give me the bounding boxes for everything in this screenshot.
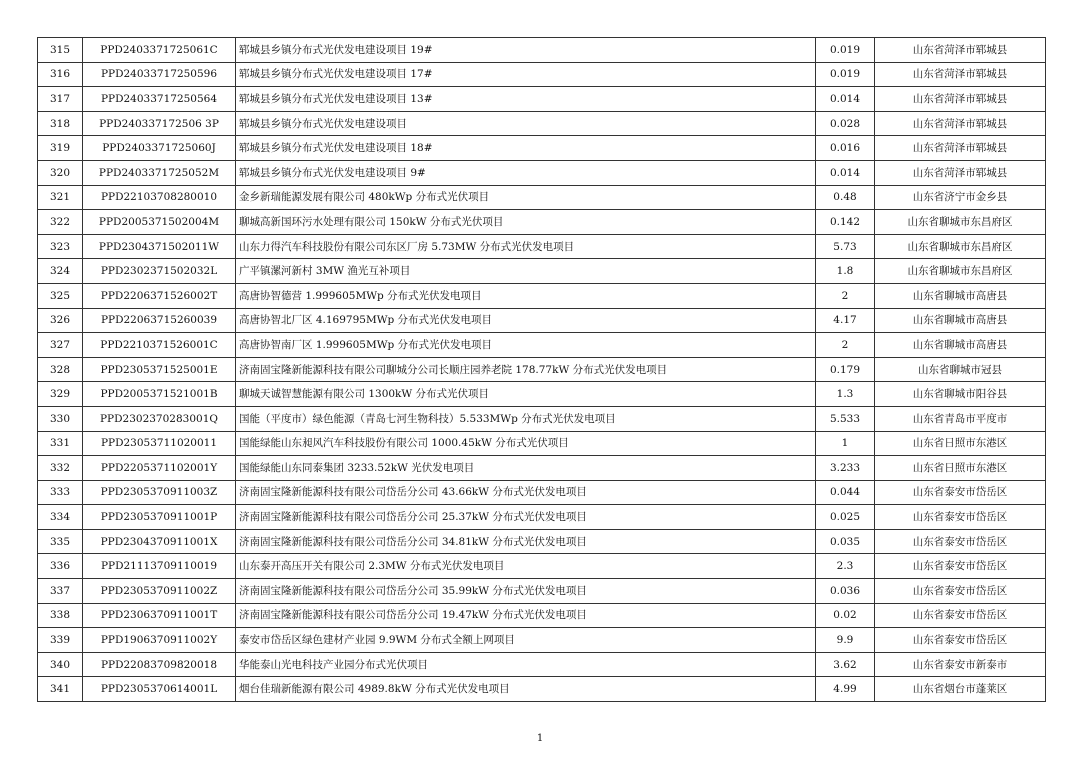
row-number: 324 <box>38 259 83 284</box>
location: 山东省泰安市岱岳区 <box>875 505 1046 530</box>
project-code: PPD2302371502032L <box>83 259 236 284</box>
location: 山东省泰安市新泰市 <box>875 652 1046 677</box>
project-code: PPD2306370911001T <box>83 603 236 628</box>
location: 山东省聊城市东昌府区 <box>875 210 1046 235</box>
project-name: 山东泰开高压开关有限公司 2.3MW 分布式光伏发电项目 <box>236 554 816 579</box>
project-code: PPD2005371521001B <box>83 382 236 407</box>
project-code: PPD1906370911002Y <box>83 628 236 653</box>
capacity: 0.02 <box>816 603 875 628</box>
location: 山东省聊城市高唐县 <box>875 308 1046 333</box>
location: 山东省泰安市岱岳区 <box>875 579 1046 604</box>
table-row <box>38 185 1046 210</box>
row-number: 333 <box>38 480 83 505</box>
table-row <box>38 136 1046 161</box>
table-row <box>38 160 1046 185</box>
page-number: 1 <box>536 733 544 744</box>
capacity: 0.016 <box>816 136 875 161</box>
project-code: PPD2305370614001L <box>83 677 236 702</box>
row-number: 332 <box>38 456 83 481</box>
capacity: 2.3 <box>816 554 875 579</box>
location: 山东省泰安市岱岳区 <box>875 480 1046 505</box>
location: 山东省泰安市岱岳区 <box>875 628 1046 653</box>
location: 山东省聊城市冠县 <box>875 357 1046 382</box>
capacity: 0.014 <box>816 160 875 185</box>
project-code: PPD2005371502004M <box>83 210 236 235</box>
capacity: 0.035 <box>816 529 875 554</box>
location: 山东省青岛市平度市 <box>875 406 1046 431</box>
capacity: 4.17 <box>816 308 875 333</box>
location: 山东省泰安市岱岳区 <box>875 603 1046 628</box>
capacity: 1.3 <box>816 382 875 407</box>
row-number: 315 <box>38 38 83 63</box>
row-number: 326 <box>38 308 83 333</box>
row-number: 337 <box>38 579 83 604</box>
project-code: PPD24033717250596 <box>83 62 236 87</box>
capacity: 0.028 <box>816 111 875 136</box>
project-name: 郓城县乡镇分布式光伏发电建设项目 17# <box>236 62 816 87</box>
project-name: 济南固宝隆新能源科技有限公司岱岳分公司 19.47kW 分布式光伏发电项目 <box>236 603 816 628</box>
project-name: 聊城高新国环污水处理有限公司 150kW 分布式光伏项目 <box>236 210 816 235</box>
location: 山东省菏泽市郓城县 <box>875 38 1046 63</box>
row-number: 341 <box>38 677 83 702</box>
project-code: PPD2305371525001E <box>83 357 236 382</box>
project-code: PPD2403371725060J <box>83 136 236 161</box>
project-code: PPD21113709110019 <box>83 554 236 579</box>
capacity: 3.62 <box>816 652 875 677</box>
location: 山东省聊城市东昌府区 <box>875 234 1046 259</box>
project-name: 高唐协智北厂区 4.169795MWp 分布式光伏发电项目 <box>236 308 816 333</box>
row-number: 323 <box>38 234 83 259</box>
capacity: 2 <box>816 333 875 358</box>
location: 山东省菏泽市郓城县 <box>875 62 1046 87</box>
location: 山东省聊城市阳谷县 <box>875 382 1046 407</box>
project-name: 济南固宝隆新能源科技有限公司岱岳分公司 35.99kW 分布式光伏发电项目 <box>236 579 816 604</box>
project-code: PPD22103708280010 <box>83 185 236 210</box>
row-number: 338 <box>38 603 83 628</box>
project-code: PPD2403371725061C <box>83 38 236 63</box>
table-row <box>38 554 1046 579</box>
project-name: 济南固宝隆新能源科技有限公司岱岳分公司 43.66kW 分布式光伏发电项目 <box>236 480 816 505</box>
capacity: 0.142 <box>816 210 875 235</box>
capacity: 5.533 <box>816 406 875 431</box>
capacity: 0.044 <box>816 480 875 505</box>
table-row <box>38 111 1046 136</box>
table-row <box>38 505 1046 530</box>
project-code: PPD23053711020011 <box>83 431 236 456</box>
capacity: 9.9 <box>816 628 875 653</box>
project-name: 高唐协智德营 1.999605MWp 分布式光伏发电项目 <box>236 283 816 308</box>
capacity: 1.8 <box>816 259 875 284</box>
row-number: 318 <box>38 111 83 136</box>
location: 山东省泰安市岱岳区 <box>875 554 1046 579</box>
project-code: PPD24033717250564 <box>83 87 236 112</box>
capacity: 0.019 <box>816 62 875 87</box>
project-name: 国能（平度市）绿色能源（青岛七河生物科技）5.533MWp 分布式光伏发电项目 <box>236 406 816 431</box>
location: 山东省日照市东港区 <box>875 431 1046 456</box>
table-row <box>38 603 1046 628</box>
table-row <box>38 38 1046 63</box>
project-code: PPD2210371526001C <box>83 333 236 358</box>
location: 山东省日照市东港区 <box>875 456 1046 481</box>
table-row <box>38 652 1046 677</box>
location: 山东省菏泽市郓城县 <box>875 136 1046 161</box>
row-number: 331 <box>38 431 83 456</box>
table-row <box>38 529 1046 554</box>
capacity: 5.73 <box>816 234 875 259</box>
project-table <box>37 37 1046 702</box>
project-name: 国能绿能山东同泰集团 3233.52kW 光伏发电项目 <box>236 456 816 481</box>
table-row <box>38 357 1046 382</box>
row-number: 327 <box>38 333 83 358</box>
row-number: 334 <box>38 505 83 530</box>
project-name: 济南固宝隆新能源科技有限公司岱岳分公司 34.81kW 分布式光伏发电项目 <box>236 529 816 554</box>
capacity: 3.233 <box>816 456 875 481</box>
row-number: 330 <box>38 406 83 431</box>
table-row <box>38 628 1046 653</box>
table-row <box>38 87 1046 112</box>
row-number: 320 <box>38 160 83 185</box>
table-row <box>38 283 1046 308</box>
project-name: 郓城县乡镇分布式光伏发电建设项目 13# <box>236 87 816 112</box>
project-code: PPD2305370911003Z <box>83 480 236 505</box>
project-code: PPD2304370911001X <box>83 529 236 554</box>
row-number: 317 <box>38 87 83 112</box>
project-code: PPD2304371502011W <box>83 234 236 259</box>
project-name: 山东力得汽车科技股份有限公司东区厂房 5.73MW 分布式光伏发电项目 <box>236 234 816 259</box>
table-row <box>38 406 1046 431</box>
project-name: 国能绿能山东昶风汽车科技股份有限公司 1000.45kW 分布式光伏项目 <box>236 431 816 456</box>
table-row <box>38 480 1046 505</box>
project-code: PPD240337172506 3P <box>83 111 236 136</box>
location: 山东省烟台市蓬莱区 <box>875 677 1046 702</box>
row-number: 329 <box>38 382 83 407</box>
row-number: 339 <box>38 628 83 653</box>
row-number: 319 <box>38 136 83 161</box>
row-number: 335 <box>38 529 83 554</box>
capacity: 0.036 <box>816 579 875 604</box>
row-number: 340 <box>38 652 83 677</box>
project-code: PPD2305370911001P <box>83 505 236 530</box>
capacity: 0.014 <box>816 87 875 112</box>
project-name: 济南固宝隆新能源科技有限公司岱岳分公司 25.37kW 分布式光伏发电项目 <box>236 505 816 530</box>
table-row <box>38 579 1046 604</box>
table-row <box>38 333 1046 358</box>
location: 山东省泰安市岱岳区 <box>875 529 1046 554</box>
table-row <box>38 308 1046 333</box>
project-name: 济南固宝隆新能源科技有限公司聊城分公司长顺庄园养老院 178.77kW 分布式光伏发电项目 <box>236 357 816 382</box>
row-number: 316 <box>38 62 83 87</box>
project-code: PPD2302370283001Q <box>83 406 236 431</box>
table-row <box>38 677 1046 702</box>
location: 山东省菏泽市郓城县 <box>875 87 1046 112</box>
project-name: 金乡新瑞能源发展有限公司 480kWp 分布式光伏项目 <box>236 185 816 210</box>
table-row <box>38 210 1046 235</box>
project-code: PPD2305370911002Z <box>83 579 236 604</box>
capacity: 0.179 <box>816 357 875 382</box>
project-name: 烟台佳瑞新能源有限公司 4989.8kW 分布式光伏发电项目 <box>236 677 816 702</box>
location: 山东省菏泽市郓城县 <box>875 111 1046 136</box>
location: 山东省济宁市金乡县 <box>875 185 1046 210</box>
project-code: PPD22063715260039 <box>83 308 236 333</box>
project-name: 郓城县乡镇分布式光伏发电建设项目 19# <box>236 38 816 63</box>
project-code: PPD2403371725052M <box>83 160 236 185</box>
location: 山东省聊城市高唐县 <box>875 283 1046 308</box>
capacity: 0.48 <box>816 185 875 210</box>
location: 山东省聊城市东昌府区 <box>875 259 1046 284</box>
row-number: 321 <box>38 185 83 210</box>
row-number: 336 <box>38 554 83 579</box>
capacity: 4.99 <box>816 677 875 702</box>
table-row <box>38 259 1046 284</box>
row-number: 325 <box>38 283 83 308</box>
table-row <box>38 431 1046 456</box>
project-code: PPD2205371102001Y <box>83 456 236 481</box>
capacity: 0.019 <box>816 38 875 63</box>
table-row <box>38 382 1046 407</box>
location: 山东省菏泽市郓城县 <box>875 160 1046 185</box>
project-name: 郓城县乡镇分布式光伏发电建设项目 9# <box>236 160 816 185</box>
capacity: 1 <box>816 431 875 456</box>
project-name: 高唐协智南厂区 1.999605MWp 分布式光伏发电项目 <box>236 333 816 358</box>
table-row <box>38 234 1046 259</box>
row-number: 328 <box>38 357 83 382</box>
table-body <box>38 38 1046 702</box>
capacity: 0.025 <box>816 505 875 530</box>
table-row <box>38 62 1046 87</box>
location: 山东省聊城市高唐县 <box>875 333 1046 358</box>
row-number: 322 <box>38 210 83 235</box>
capacity: 2 <box>816 283 875 308</box>
project-code: PPD2206371526002T <box>83 283 236 308</box>
table-row <box>38 456 1046 481</box>
project-name: 聊城天诚智慧能源有限公司 1300kW 分布式光伏项目 <box>236 382 816 407</box>
project-name: 郓城县乡镇分布式光伏发电建设项目 <box>236 111 816 136</box>
project-name: 郓城县乡镇分布式光伏发电建设项目 18# <box>236 136 816 161</box>
project-name: 华能泰山光电科技产业园分布式光伏项目 <box>236 652 816 677</box>
project-name: 泰安市岱岳区绿色建材产业园 9.9WM 分布式全额上网项目 <box>236 628 816 653</box>
project-name: 广平镇漯河新村 3MW 渔光互补项目 <box>236 259 816 284</box>
project-code: PPD22083709820018 <box>83 652 236 677</box>
